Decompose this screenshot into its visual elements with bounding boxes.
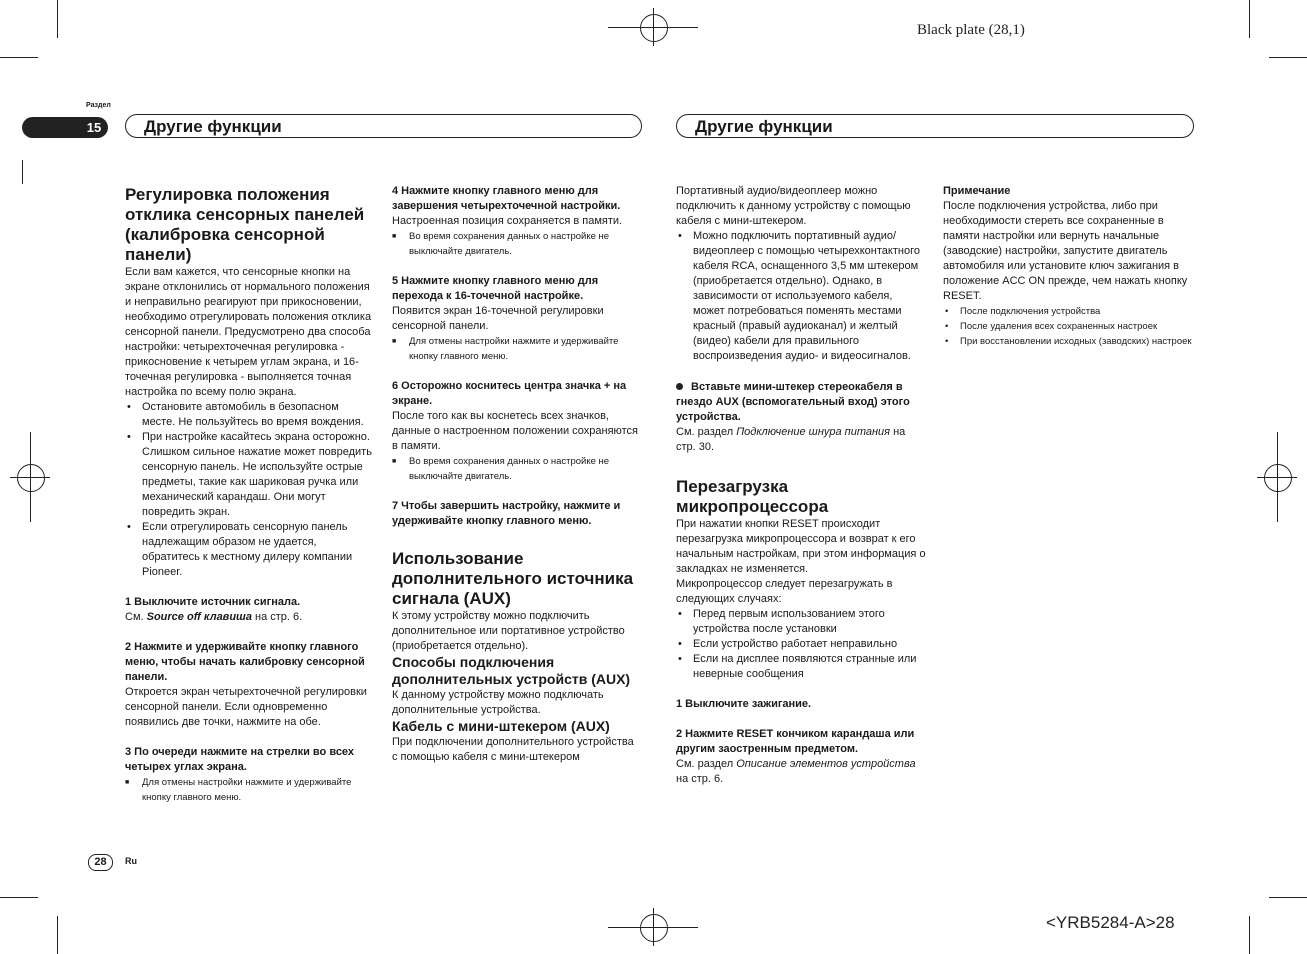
- registration-mark: [640, 914, 668, 942]
- section-title: Перезагрузка микропроцессора: [676, 477, 829, 516]
- step-heading: [676, 380, 926, 425]
- list-item: • При настройке касайтесь экрана осторожно. Слишком сильное нажатие может повредить сенсорную панель. Не используйте острые предметы, такие как шариковая ручка или механический карандаш. Они могут повредить экран.: [125, 430, 375, 520]
- ref-link: Описание элементов устройства: [736, 758, 916, 770]
- list-item: • При восстановлении исходных (заводских) настроек: [943, 334, 1193, 349]
- step-dot-icon: [676, 383, 683, 390]
- paragraph: После подключения устройства, либо при необходимости стереть все сохраненные в памяти настройки или вернуть начальные (заводские) настройки, запустите двигатель автомобиля или установите ключ зажигания в положение ACC ON прежде, чем нажать кнопку RESET.: [943, 200, 1188, 302]
- section-title: Использование дополнительного источника сигнала (AUX): [392, 549, 634, 608]
- column-1: [125, 185, 375, 805]
- note: ■ Во время сохранения данных о настройке не выключайте двигатель.: [392, 229, 642, 259]
- ref-text: См.: [125, 611, 147, 623]
- list-item: • Если на дисплее появляются странные или неверные сообщения: [676, 652, 926, 682]
- ref-text: на стр. 6.: [251, 611, 303, 623]
- column-3: [676, 184, 926, 787]
- step-heading: 1 Выключите источник сигнала.: [125, 596, 301, 608]
- step-heading: 1 Выключите зажигание.: [676, 698, 812, 710]
- section-bar: [22, 117, 82, 138]
- step-heading: 6 Осторожно коснитесь центра значка + на экране.: [392, 380, 627, 407]
- paragraph: Если вам кажется, что сенсорные кнопки на экране отклонились от нормального положения и неправильно реагируют при прикосновении, необходимо отрегулировать положения отклика сенсорной панели. Предусмотрено два способа настройки: четырехточечная регулировка - прикосновение к четырем углам экрана, и 16-точечная регулировка - выполняется точная настройка по всему полю экрана.: [125, 266, 372, 398]
- crop-mark: [22, 160, 23, 184]
- crop-mark: [57, 0, 58, 38]
- crop-mark: [1249, 0, 1250, 38]
- step-heading: 4 Нажмите кнопку главного меню для завершения четырехточечной настройки.: [392, 185, 621, 212]
- paragraph: После того как вы коснетесь всех значков, данные о настроенном положении сохраняются в памяти.: [392, 410, 638, 452]
- step-heading: 7 Чтобы завершить настройку, нажмите и удерживайте кнопку главного меню.: [392, 500, 621, 527]
- step-heading: 5 Нажмите кнопку главного меню для перехода к 16-точечной настройке.: [392, 275, 599, 302]
- note-title: Примечание: [943, 185, 1011, 197]
- registration-mark: [1264, 464, 1292, 492]
- paragraph: При подключении дополнительного устройства с помощью кабеля с мини-штекером: [392, 736, 634, 763]
- column-4: [943, 184, 1193, 349]
- step-heading: 3 По очереди нажмите на стрелки во всех четырех углах экрана.: [125, 746, 355, 773]
- paragraph: К этому устройству можно подключить дополнительное или портативное устройство (приобретается отдельно).: [392, 610, 625, 652]
- paragraph: К данному устройству можно подключать дополнительные устройства.: [392, 689, 604, 716]
- step-heading: 2 Нажмите и удерживайте кнопку главного меню, чтобы начать калибровку сенсорной панели.: [125, 641, 365, 683]
- section-label: Раздел: [86, 102, 111, 109]
- column-2: [392, 184, 642, 765]
- list-item: • Остановите автомобиль в безопасном месте. Не пользуйтесь во время вождения.: [125, 400, 375, 430]
- crop-mark: [1269, 897, 1307, 898]
- ref-link: Source off клавиша: [146, 611, 252, 623]
- ref-text: См. раздел: [676, 758, 737, 770]
- list-item: • Если отрегулировать сенсорную панель надлежащим образом не удается, обратитесь к местному дилеру компании Pioneer.: [125, 520, 375, 580]
- crop-mark: [57, 916, 58, 954]
- paragraph: [125, 610, 375, 625]
- paragraph: Настроенная позиция сохраняется в памяти.: [392, 215, 623, 227]
- crop-mark: [1249, 916, 1250, 954]
- paragraph: [676, 757, 926, 787]
- ref-link: Подключение шнура питания: [736, 426, 891, 438]
- list-item: • Можно подключить портативный аудио/видеоплеер с помощью четырехконтактного кабеля RCA, оснащенного 3,5 мм штекером (приобретается отдельно). Однако, в зависимости от используемого кабеля, может потребоваться поменять местами красный (правый аудиоканал) и желтый (видео) кабели для правильного воспроизведения аудио- и видеосигналов.: [676, 229, 926, 364]
- header-left: Другие функции: [125, 114, 642, 138]
- ref-text: на стр. 6.: [676, 773, 724, 785]
- paragraph: Портативный аудио/видеоплеер можно подключить к данному устройству с помощью кабеля с мини-штекером.: [676, 185, 911, 227]
- document-code: <YRB5284-A>28: [1046, 913, 1175, 932]
- crop-mark: [0, 57, 38, 58]
- paragraph: Микропроцессор следует перезагружать в следующих случаях:: [676, 578, 893, 605]
- paragraph: Появится экран 16-точечной регулировки сенсорной панели.: [392, 305, 604, 332]
- plate-label: Black plate (28,1): [917, 22, 1025, 38]
- list-item: • Если устройство работает неправильно: [676, 637, 926, 652]
- registration-mark: [17, 464, 45, 492]
- paragraph: При нажатии кнопки RESET происходит перезагрузка микропроцессора и возврат к его начальным настройкам, при этом информация о закладках не изменяется.: [676, 518, 926, 575]
- list-item: • Перед первым использованием этого устройства после установки: [676, 607, 926, 637]
- section-number: 15: [80, 117, 108, 138]
- language-label: Ru: [125, 856, 137, 866]
- list-item: • После подключения устройства: [943, 304, 1193, 319]
- crop-mark: [1269, 57, 1307, 58]
- header-right: Другие функции: [676, 114, 1194, 138]
- note: ■ Во время сохранения данных о настройке не выключайте двигатель.: [392, 454, 642, 484]
- paragraph: Откроется экран четырехточечной регулировки сенсорной панели. Если одновременно появились две точки, нажмите на обе.: [125, 686, 367, 728]
- subsection-title: Способы подключения дополнительных устройств (AUX): [392, 654, 631, 687]
- step-heading: 2 Нажмите RESET кончиком карандаша или другим заостренным предметом.: [676, 728, 915, 755]
- ref-text: на стр. 30.: [676, 426, 906, 453]
- ref-text: См. раздел: [676, 426, 737, 438]
- note: ■ Для отмены настройки нажмите и удерживайте кнопку главного меню.: [125, 775, 375, 805]
- section-title: Регулировка положения отклика сенсорных панелей (калибровка сенсорной панели): [125, 185, 365, 264]
- subsection-title: Кабель с мини-штекером (AUX): [392, 718, 610, 734]
- list-item: • После удаления всех сохраненных настроек: [943, 319, 1193, 334]
- page-number: 28: [88, 854, 113, 871]
- paragraph: [676, 425, 926, 455]
- step-text: Вставьте мини-штекер стереокабеля в гнездо AUX (вспомогательный вход) этого устройства.: [676, 381, 910, 423]
- registration-mark: [640, 14, 668, 42]
- note: ■ Для отмены настройки нажмите и удерживайте кнопку главного меню.: [392, 334, 642, 364]
- crop-mark: [0, 897, 38, 898]
